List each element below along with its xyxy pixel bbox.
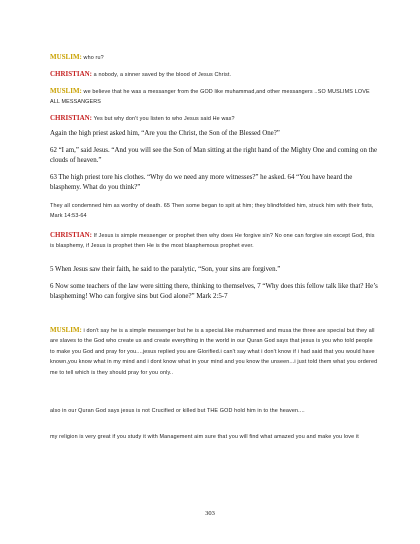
dialogue-line-muslim: [50, 325, 378, 378]
dialogue-line-christian: [50, 113, 378, 124]
scripture-quote: They all condemned him as worthy of death. 65 Then some began to spit at him; they blindfolded him, struck him with their fists, Mark 14:53-64: [50, 203, 374, 220]
dialogue-line-christian: [50, 230, 378, 252]
dialogue-line-muslim: [50, 52, 378, 63]
body-paragraph: also in our Quran God says jesus is not Crucified or killed but THE GOD hold him in to the heaven....: [50, 408, 305, 414]
dialogue-text: who ru?: [81, 55, 104, 61]
dialogue-text: If Jesus is simple messenger or prophet then why does He forgive sin? No one can forgive sin except God, this is blasphemy, if Jesus is prophet then He is the most blasphemous prophet ever.: [50, 233, 375, 250]
scripture-quote: 6 Now some teachers of the law were sitting there, thinking to themselves, 7 “Why does this fellow talk like that? He’s blaspheming! Who can forgive sins but God alone?” Mark 2:5-7: [50, 283, 378, 301]
dialogue-line-christian: [50, 69, 378, 80]
scripture-quote: 62 “I am,” said Jesus. “And you will see the Son of Man sitting at the right hand of the Mighty One and coming on the clouds of heaven.”: [50, 147, 378, 165]
body-paragraph: my religion is very great if you study it with Management aim sure that you will find what amazed you and make you love it: [50, 434, 359, 440]
dialogue-text: i don't say he is a simple messenger but he is a special.like muhammed and musa the three are special but they all are slaves to the God who create us and create everything in the world in our Quran God says that jesus is you who told people to make you God and pray for you....jesus replied you are Glorified.i can't say what i don't know if i had said that you would have known,you know what in my mind and i dont know what in your mind and you know the unseen...i just told them what you ordered me to tell which is they should pray for you only..: [50, 328, 378, 376]
speaker-label-christian: CHRISTIAN:: [50, 70, 93, 78]
speaker-label-christian: CHRISTIAN:: [50, 231, 93, 239]
scripture-quote: 5 When Jesus saw their faith, he said to the paralytic, “Son, your sins are forgiven.”: [50, 266, 281, 273]
dialogue-line-muslim: [50, 86, 378, 108]
dialogue-text: we believe that he was a messanger from the GOD like muhammad,and other messangers ..SO MUSLIMS LOVE ALL MESSANGERS: [50, 89, 370, 106]
scripture-quote: Again the high priest asked him, “Are you the Christ, the Son of the Blessed One?”: [50, 130, 280, 137]
speaker-label-muslim: MUSLIM:: [50, 53, 82, 61]
dialogue-text: a nobody, a sinner saved by the blood of Jesus Christ.: [92, 72, 232, 78]
page-number: 303: [205, 510, 215, 517]
dialogue-text: Yes but why don't you listen to who Jesus said He was?: [92, 116, 235, 122]
scripture-quote: 63 The high priest tore his clothes. “Why do we need any more witnesses?” he asked. 64 “You have heard the blasphemy. What do you think?”: [50, 174, 353, 192]
speaker-label-muslim: MUSLIM:: [50, 87, 82, 95]
speaker-label-christian: CHRISTIAN:: [50, 114, 93, 122]
speaker-label-muslim: MUSLIM:: [50, 326, 82, 334]
